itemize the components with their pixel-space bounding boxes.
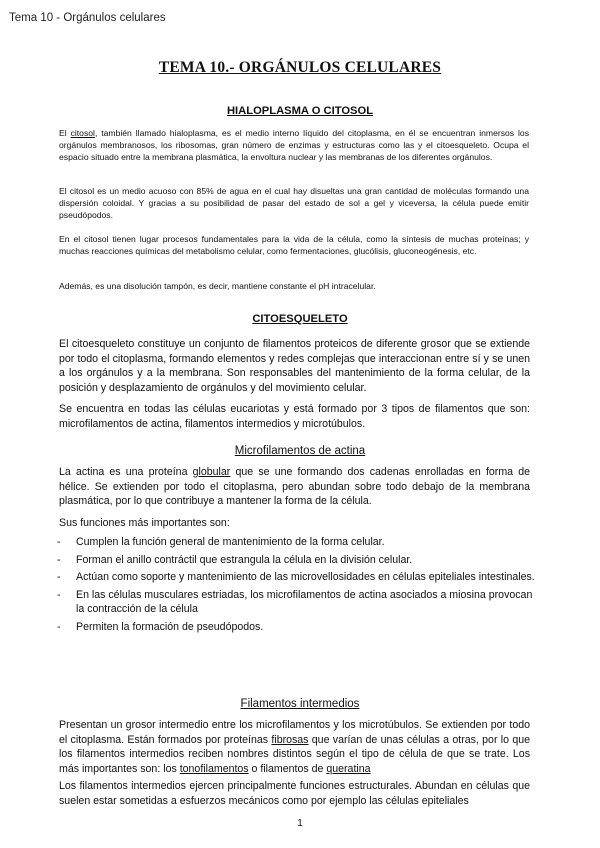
list-item [57, 620, 537, 635]
dash-bullet-icon: - [57, 571, 61, 584]
text-run: El [59, 128, 71, 138]
dash-bullet-icon: - [57, 620, 61, 633]
text-run: Presentan un grosor intermedio entre los microfilamentos y los microtúbulos. Se extienden por todo el citoplasma. Están formados por proteínas [59, 719, 530, 746]
text-run: que se une formando dos cadenas enrolladas en forma de hélice. Se extienden por todo el citoplasma, pero abundan sobre todo debajo de la membrana plasmática, por lo que contribuye a mantener la forma de la célula. [59, 466, 530, 508]
list-item-text: Cumplen la función general de mantenimiento de la forma celular. [76, 536, 385, 548]
dash-bullet-icon: - [57, 553, 61, 566]
term-tonofilamentos: tonofilamentos [179, 762, 249, 775]
running-header: Tema 10 - Orgánulos celulares [9, 12, 166, 24]
section-heading-hialoplasma: HIALOPLASMA O CITOSOL [226, 105, 374, 117]
dash-bullet-icon: - [57, 588, 61, 601]
text-run: , también llamado hialoplasma, es el medio interno líquido del citoplasma, en él se encuentran inmersos los orgánulos membranosos, los ribosomas, gran número de enzimas y estructuras como las y el citoesqueleto. Ocupa el espacio situado entre la membrana plasmática, la envoltura nuclear y las membranas de los diferentes orgánulos. [59, 128, 529, 162]
page-title: TEMA 10.- ORGÁNULOS CELULARES [158, 59, 442, 76]
term-globular: globular [192, 466, 231, 478]
list-item-text: Forman el anillo contráctil que estrangula la célula en la división celular. [76, 553, 413, 566]
list-item-text: Actúan como soporte y mantenimiento de las microvellosidades en células epiteliales intestinales. [76, 571, 535, 584]
list-item [57, 535, 537, 550]
functions-list [57, 535, 537, 638]
paragraph-filamentos-definition [59, 718, 530, 776]
term-queratina: queratina [326, 762, 371, 775]
section-heading-citoesqueleto: CITOESQUELETO [252, 313, 348, 325]
text-run: que varían de unas células a otras, por lo que los filamentos intermedios reciben nombres distintos según el tipo de célula de que se trate. Los más importantes son: los [59, 733, 530, 775]
paragraph-citosol-composition: El citosol es un medio acuoso con 85% de agua en el cual hay disueltas una gran cantidad de moléculas formando una dispersión coloidal. Y gracias a su posibilidad de pasar del estado de sol a gel y viceversa, la célula puede emitir pseudópodos. [59, 186, 529, 220]
dash-bullet-icon: - [57, 536, 61, 548]
term-fibrosas: fibrosas [271, 733, 309, 746]
list-item [57, 588, 537, 617]
subsection-heading-microfilamentos: Microfilamentos de actina [234, 445, 366, 457]
paragraph-citosol-definition [59, 127, 529, 163]
list-item-text: En las células musculares estriadas, los microfilamentos de actina asociados a miosina provocan la contracción de la célula [76, 588, 533, 616]
paragraph-functions-intro: Sus funciones más importantes son: [59, 517, 230, 529]
text-run: La actina es una proteína [59, 466, 193, 478]
list-item-text: Permiten la formación de pseudópodos. [76, 620, 264, 633]
paragraph-citosol-processes: En el citosol tienen lugar procesos fundamentales para la vida de la célula, como la síntesis de muchas proteínas; y muchas reacciones químicas del metabolismo celular, como fermentaciones, glucólisis, gluconeogénesis, etc. [59, 234, 529, 256]
paragraph-citoesqueleto-types: Se encuentra en todas las células eucariotas y está formado por 3 tipos de filamentos que son: microfilamentos de actina, filamentos intermedios y microtúbulos. [59, 403, 530, 430]
page-number: 1 [297, 818, 303, 829]
text-run: o filamentos de [248, 762, 327, 775]
list-item [57, 570, 537, 585]
list-item [57, 553, 537, 568]
paragraph-actina [59, 465, 530, 509]
paragraph-citosol-buffer: Además, es una disolución tampón, es decir, mantiene constante el pH intracelular. [59, 281, 376, 291]
paragraph-citoesqueleto-definition: El citoesqueleto constituye un conjunto de filamentos proteicos de diferente grosor que se extiende por todo el citoplasma, formando elementos y redes complejas que interaccionan entre sí y se unen a los orgánulos y a la membrana. Son responsables del mantenimiento de la forma celular, de la posición y desplazamiento de orgánulos y del movimiento celular. [59, 338, 530, 394]
subsection-heading-filamentos-intermedios: Filamentos intermedios [240, 698, 360, 710]
paragraph-filamentos-functions: Los filamentos intermedios ejercen principalmente funciones estructurales. Abundan en células que suelen estar sometidas a esfuerzos mecánicos como por ejemplo las células epiteliales [59, 780, 530, 807]
term-citosol: citosol [70, 128, 95, 138]
